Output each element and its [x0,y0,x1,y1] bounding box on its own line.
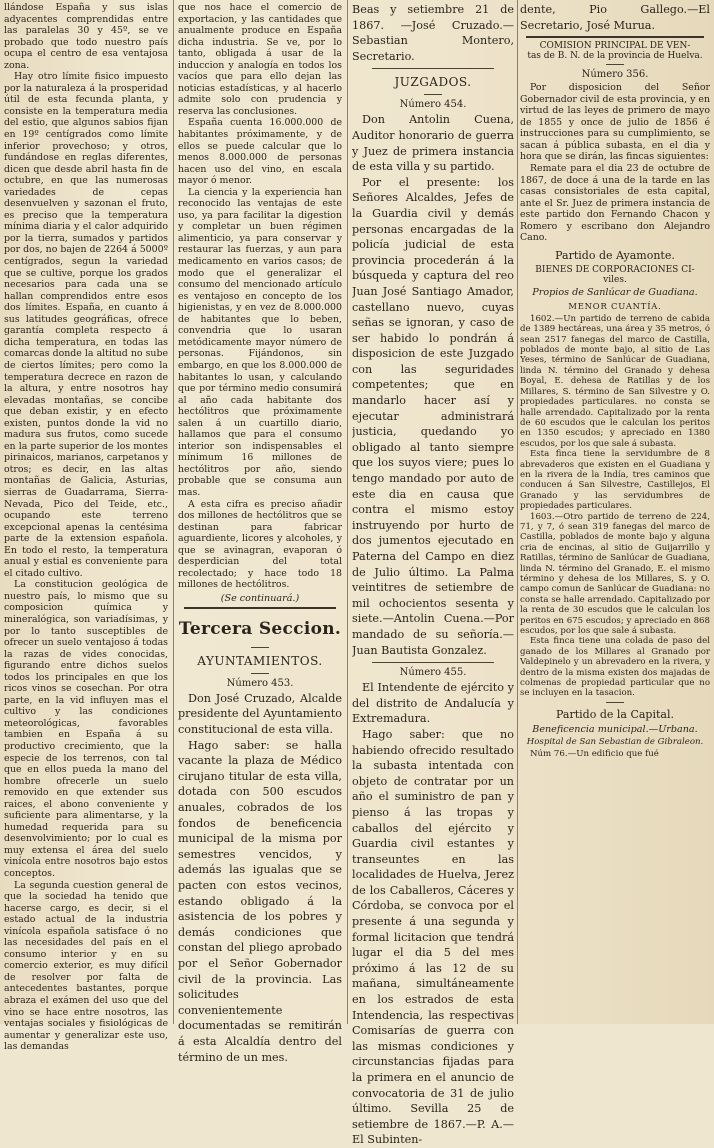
commission-line-1: COMISION PRINCIPAL DE VEN- [539,41,691,52]
bienes-line-2: viles. [603,274,627,285]
paragraph: Por disposicion del Señor Gobernador civil de esta provincia, y en virtud de las leyes de primero de mayo de 1855 y once de julio de 1856 é instrucciones para su cumplimiento, se sacan á pública subasta, en el dia y hora que se dirán, las fincas siguientes: [520,82,710,163]
signature-line: dente, Pio Gallego.—El Secretario, José Murua. [520,3,710,32]
divider [372,662,494,663]
paragraph: La constitucion geológica de nuestro país, lo mismo que su composicion química y mineralógica, son variadísimas, y por lo tanto susceptibles de ofrecer un suelo ventajoso á todas la razas de vides conocidas, figurando entre dichos suelos todos los principales en que los ricos vinos se cosechan. Por otra parte, en la vid influyen mas el cultivo y las condiciones meteorológicas, favorables tambien en España á su productivo crecimiento, que la especie de los terrenos, con tal que en ellos pueda la mano del hombre ofrecerle un suelo removido en que extender sus raices, el abono conveniente y suficiente para alimentarse, y la humedad requerida para su desenvolvimiento; por lo cual es muy extensa el área del suelo vinícola entre nosotros bajo estos conceptos. [4,579,168,880]
commission-line-2: tas de B. N. de la provincia de Huelva. [527,51,703,62]
notice-number: Número 453. [226,677,294,689]
lot-entry: Esta finca tiene la servidumbre de 8 abrevaderos que existen en el Guadiana y en la rivera de la Indía, tres caminos que conducen á San Silvestre, Castillejos, El Granado y las servidumbres de propiedades particulares. [520,449,710,512]
section-title: Tercera Seccion. [178,618,342,639]
divider [526,36,704,38]
column-4 [520,2,710,759]
paragraph: Hago saber: se halla vacante la plaza de Médico cirujano titular de esta villa, dotada con 500 escudos anuales, cobrados de los fondos de beneficencia municipal de la misma por semestres vencidos, y además las igualas que se pacten con estos vecinos, estando obligado á la asistencia de los pobres y demás condiciones que constan del pliego aprobado por el Señor Gobernador civil de la provincia. Las solicitudes convenientemente documentadas se remitirán á esta Alcaldía dentro del término de un mes. [178,738,342,1064]
paragraph: Por el presente: los Señores Alcaldes, Jefes de la Guardia civil y demás personas encargadas de la policía judicial de esta provincia procederán á la búsqueda y captura del reo Juan José Santiago Amador, castellano nuevo, cuyas señas se ignoran, y caso de ser habido lo pondrán á disposicion de este Juzgado con las seguridades competentes; que en mandarlo hacer así y ejecutar administrará justicia, quedando yo obligado al tanto siempre que los suyos viere; pues lo tengo mandado por auto de este dia en causa que contra el mismo estoy instruyendo por hurto de dos jumentos ejecutado en Paterna del Campo en diez de Julio último. La Palma veintitres de setiembre de mil ochocientos sesenta y siete.—Antolin Cuena.—Por mandado de su señoría.—Juan Bautista Gonzalez. [352,175,514,657]
notice-number: Número 356. [581,69,649,81]
section-heading: AYUNTAMIENTOS. [197,653,323,668]
sub-heading: Hospital de San Sebastian de Gibraleon. [526,736,704,747]
paragraph: A esta cifra es preciso añadir dos millones de hectólitros que se destinan para fabricar aguardiente, licores y alcoholes, y que se avinagran, evaporan ó desperdician del total recolectado; y hace todo 18 millones de hectólitros. [178,498,342,591]
bienes-line-1: BIENES DE CORPORACIONES CI- [535,264,695,275]
divider [372,68,494,69]
paragraph: Hay otro límite fisico impuesto por la naturaleza á la prosperidad útil de esta fecunda planta, y consiste en la temperatura media del estio, que algunos sabios fijan en 19º centígrados como límite inferior provechoso; y otros, fundándose en reglas diferentes, dicen que desde abril hasta fin de octubre, en que las numerosas variedades de cepas desenvuelven y sazonan el fruto, es preciso que la temperatura mínima diaria y el calor adquirido por la tierra, sumados y partidos por dos, no bajen de 2264 á 5000º centígrados, segun la variedad que se cultive, porque los grados necesarios para cada una se hallan comprendidos entre esos dos límites. España, en cuanto á sus latitudes geográficas, ofrece garantía completa respecto á dicha temperatura, en todas las comarcas donde la altitud no sube de ciertos límites; pero como la temperatura decrece en razon de la altura, y entre nosotros hay elevadas montañas, se concibe que deban existir, y en efecto existen, puntos donde la vid no madura sus frutos, como sucede en la parte superior de los montes pirinaicos, marianos, carpetanos y otros; es decir, en las altas montañas de Galicia, Asturias, sierras de Guadarrama, Sierra-Nevada, Pico del Teide, etc., ocupando este terreno excepcional apenas la centésima parte de la extension española. En todo el resto, la temperatura anual y estial es conveniente para el citado cultivo. [4,71,168,579]
sub-heading: Partido de la Capital. [556,707,674,721]
column-1 [4,2,168,1053]
continued-note: (Se continuará.) [220,592,300,604]
paragraph: El Intendente de ejército y del distrito de Andalucía y Extremadura. [352,681,514,726]
column-rule [517,0,518,1024]
divider [606,64,624,65]
divider [184,607,336,609]
paragraph: La segunda cuestion general de que la sociedad ha tenido que hacerse cargo, es decir, si el estado actual de la industria vinícola española satisface ó no las necesidades del país en el consumo interior y en su comercio exterior, es muy difícil de resolver por falta de antecedentes bastantes, porque abraza el exámen del uso que del vino se hace entre nosotros, las ventajas sociales y fisiológicas de aumentar y generalizar este uso, las demandas [4,879,168,1053]
lot-entry: Esta finca tiene una colada de paso del ganado de los Millares al Granado por Valdepinelo y un abrevadero en la rivera, y dentro de la misma existen dos majadas de colmenas de propiedad particular que no se incluyen en la tasacion. [520,636,710,699]
paragraph: Don Antolin Cuena, Auditor honorario de guerra y Juez de primera instancia de esta villa y su partido. [352,113,514,174]
section-heading: JUZGADOS. [394,75,472,90]
paragraph: La ciencia y la experiencia han reconocido las ventajas de este uso, ya para facilitar la digestion y completar un buen régimen alimenticio, ya para conservar y restaurar las fuerzas, y aun para medicamento en varios casos; de modo que el generalizar el consumo del mencionado artículo es ventajoso en concepto de los higienistas, y en vez de 8.000.000 de habitantes que lo beben, convendria que lo usaran metódicamente mayor número de personas. Fijándonos, sin embargo, en que los 8.000.000 de habitantes lo usan, y calculando que por término medio consumirá al año cada habitante dos hectólitros que próximamente salen á un cuartillo diario, hallamos que para el consumo interior son indispensables el mínimum 16 millones de hectólitros por año, siendo probable que se consuma aun mas. [178,186,342,498]
divider [424,94,442,95]
divider [251,647,269,648]
column-rule [347,0,348,1024]
paragraph: Remate para el dia 23 de octubre de 1867, de doce á una de la tarde en las casas consistoriales de esta capital, ante el Sr. Juez de primera instancia de este partido don Fernando Chacon y Romero y escribano don Alejandro Cano. [520,163,710,244]
lot-entry: 1602.—Un partido de terreno de cabida de 1389 hectáreas, una área y 35 metros, ó sean 2517 fanegas del marco de Castilla, poblados de monte bajo, al sitio de Las Yeses, término de Sanlúcar de Guadiana, linda N. término del Granado y dehesa Boyal, E. dehesa de Ratillas y de los Millares, S. término de San Silvestre y O. propiedades particulares. no consta se halle arrendado. Capitalizado por la renta de 60 escudos que le calculan los peritos en 1350 escudos; y apreciado en 1380 escudos, por los que sale á subasta. [520,313,710,449]
sub-heading: Beneficencia municipal.—Urbana. [532,723,698,735]
paragraph: Don José Cruzado, Alcalde presidente del Ayuntamiento constitucional de esta villa. [178,691,342,737]
sub-heading: MENOR CUANTÍA. [568,300,662,311]
paragraph: llándose España y sus islas adyacentes comprendidas entre las paralelas 30 y 45º, se ve probado que todo nuestro país ocupa el centro de esa ventajosa zona. [4,2,168,71]
paragraph: Hago saber: que no habiendo ofrecido resultado la subasta intentada con objeto de contratar por un año el suministro de pan y pienso á las tropas y caballos del ejército y Guardia civil estantes y transeuntes en las localidades de Huelva, Jerez de los Caballeros, Cáceres y Córdoba, se convoca por el presente á una segunda y formal licitacion que tendrá lugar el dia 5 del mes próximo á las 12 de su mañana, simultáneamente en los estrados de esta Intendencia, las respectivas Comisarías de guerra con las mismas condiciones y circunstancias fijadas para la primera en el anuncio de convocatoria de 31 de julio último. Sevilla 25 de setiembre de 1867.—P. A.—El Subinten- [352,727,514,1147]
column-rule [173,0,174,1024]
notice-number: Número 454. [399,99,467,111]
lot-entry: Núm 76.—Un edificio que fué [530,748,659,759]
divider [251,673,269,674]
paragraph: España cuenta 16.000.000 de habitantes próximamente, y de ellos se puede calcular que lo menos 8.000.000 de personas hacen uso del vino, en escala mayor ó menor. [178,117,342,187]
divider [606,702,624,703]
signature-line: Beas y setiembre 21 de 1867. —José Cruzado.—Sebastian Montero, Secretario. [352,3,514,63]
bienes-heading [520,265,710,285]
sub-heading: Partido de Ayamonte. [555,248,675,262]
commission-heading [520,41,710,61]
lot-entry: 1603.—Otro partido de terreno de 224, 71, y 7, ó sean 319 fanegas del marco de Castilla, poblados de monte bajo y alguna cria de encinas, al sitio de Guijarrillo y Ratillas, término de Sanlúcar de Guadiana, linda N. término del Granado, E. el mismo término y dehesa de los Millares, S. y O. campo comun de Sanlúcar de Guadiana: no consta se halle arrendado. Capitalizado por la renta de 30 escudos que le calculan los peritos en 675 escudos; y apreciado en 868 escudos, por los que sale á subasta. [520,511,710,637]
column-3 [352,2,514,1148]
paragraph: que nos hace el comercio de exportacion, y las cantidades que anualmente produce en España dicha industria. Se ve, por lo tanto, obligada á usar de la induccion y analogía en todos los vacíos que para ello dejan las noticias estadísticas, y al hacerlo admite solo con prudencia y reserva las conclusiones. [178,2,342,117]
column-2 [178,2,342,1065]
notice-number: Número 455. [399,667,467,679]
sub-heading: Propios de Sanlúcar de Guadiana. [532,286,698,298]
